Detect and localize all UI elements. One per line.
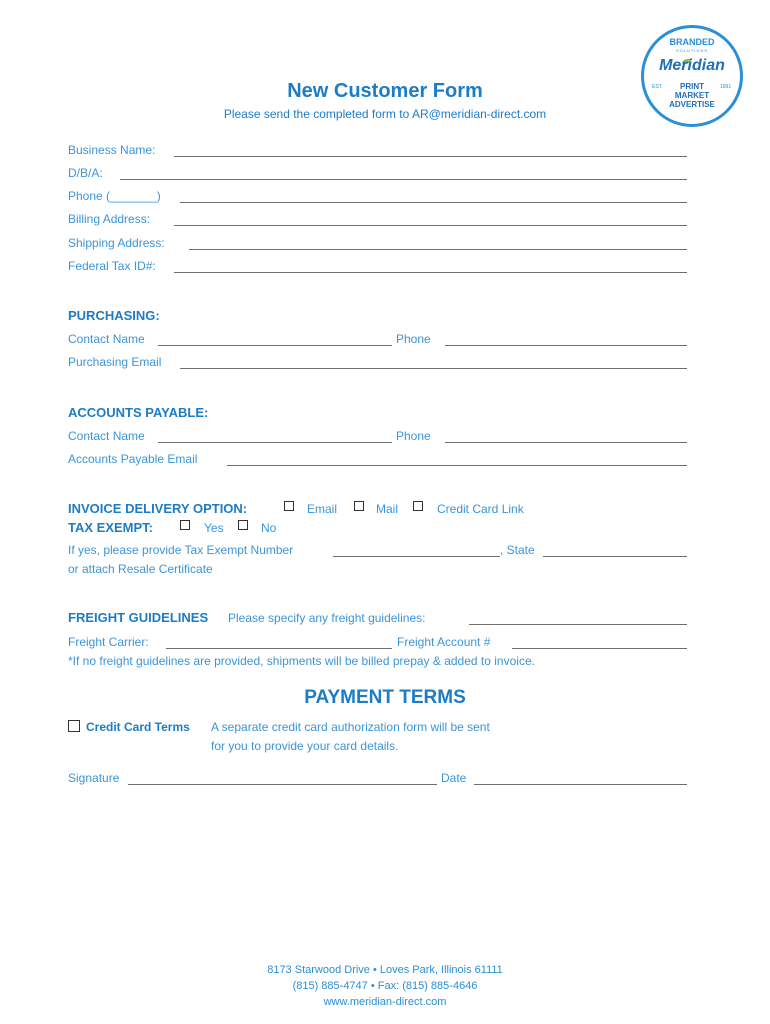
payable-contact-field[interactable] xyxy=(158,442,392,443)
mail-checkbox[interactable] xyxy=(354,501,364,511)
footer-phones: (815) 885-4747 • Fax: (815) 885-4646 xyxy=(292,980,478,992)
purchasing-phone-field[interactable] xyxy=(445,345,687,346)
shipping-address-field[interactable] xyxy=(189,249,687,250)
purchasing-phone-label: Phone xyxy=(396,332,431,346)
credit-card-desc-line2: for you to provide your card details. xyxy=(211,739,399,753)
tax-yes-checkbox[interactable] xyxy=(180,520,190,530)
credit-card-desc-line1: A separate credit card authorization form will be sent xyxy=(211,720,490,734)
freight-guidelines-heading: FREIGHT GUIDELINES xyxy=(68,610,209,625)
phone-label: Phone (_______) xyxy=(68,189,161,203)
business-name-label: Business Name: xyxy=(68,143,156,157)
payable-contact-label: Contact Name xyxy=(68,429,145,443)
credit-card-terms-checkbox[interactable] xyxy=(68,720,80,732)
freight-account-label: Freight Account # xyxy=(397,635,491,649)
billing-address-field[interactable] xyxy=(174,225,687,226)
tax-no-label: No xyxy=(261,521,277,535)
accounts-payable-heading: ACCOUNTS PAYABLE: xyxy=(68,405,209,420)
billing-address-label: Billing Address: xyxy=(68,212,151,226)
date-field[interactable] xyxy=(474,784,687,785)
tax-state-field[interactable] xyxy=(543,556,687,557)
tax-state-label: , State xyxy=(500,543,535,557)
logo-year: 1991 xyxy=(720,84,732,90)
purchasing-contact-field[interactable] xyxy=(158,345,392,346)
purchasing-heading: PURCHASING: xyxy=(68,308,160,323)
payable-email-label: Accounts Payable Email xyxy=(68,452,198,466)
phone-field[interactable] xyxy=(180,202,687,203)
purchasing-email-label: Purchasing Email xyxy=(68,355,162,369)
email-option-label: Email xyxy=(307,502,338,516)
purchasing-email-field[interactable] xyxy=(180,368,687,369)
logo-branded-text: BRANDED xyxy=(669,37,715,47)
page-subtitle: Please send the completed form to AR@meridian-direct.com xyxy=(223,107,547,121)
date-label: Date xyxy=(441,771,467,785)
tax-id-field[interactable] xyxy=(174,272,687,273)
invoice-delivery-heading: INVOICE DELIVERY OPTION: xyxy=(68,501,248,516)
logo-est: EST. xyxy=(652,84,663,90)
tax-exempt-number-label: If yes, please provide Tax Exempt Number xyxy=(68,543,294,557)
freight-guidelines-field[interactable] xyxy=(469,624,687,625)
credit-card-link-label: Credit Card Link xyxy=(437,502,524,516)
payable-phone-field[interactable] xyxy=(445,442,687,443)
freight-account-field[interactable] xyxy=(512,648,687,649)
credit-card-link-checkbox[interactable] xyxy=(413,501,423,511)
footer-address: 8173 Starwood Drive • Loves Park, Illinois 61111 xyxy=(267,964,503,976)
logo-word-market: MARKET xyxy=(674,91,710,100)
logo-word-print: PRINT xyxy=(680,82,704,91)
tax-exempt-heading: TAX EXEMPT: xyxy=(68,520,153,535)
signature-label: Signature xyxy=(68,771,120,785)
tax-yes-label: Yes xyxy=(204,521,224,535)
resale-certificate-label: or attach Resale Certificate xyxy=(68,562,213,576)
tax-no-checkbox[interactable] xyxy=(238,520,248,530)
page-title: New Customer Form xyxy=(287,80,483,102)
freight-carrier-field[interactable] xyxy=(166,648,392,649)
dba-field[interactable] xyxy=(120,179,687,180)
tax-exempt-number-field[interactable] xyxy=(333,556,500,557)
freight-note: *If no freight guidelines are provided, shipments will be billed prepay & added to invoice. xyxy=(68,654,535,668)
business-name-field[interactable] xyxy=(174,156,687,157)
footer-website[interactable]: www.meridian-direct.com xyxy=(323,996,447,1008)
mail-option-label: Mail xyxy=(376,502,399,516)
credit-card-terms-label: Credit Card Terms xyxy=(86,720,190,734)
shipping-address-label: Shipping Address: xyxy=(68,236,165,250)
payable-phone-label: Phone xyxy=(396,429,431,443)
tax-id-label: Federal Tax ID#: xyxy=(68,259,156,273)
signature-field[interactable] xyxy=(128,784,437,785)
dba-label: D/B/A: xyxy=(68,166,103,180)
freight-carrier-label: Freight Carrier: xyxy=(68,635,149,649)
email-checkbox[interactable] xyxy=(284,501,294,511)
logo-name: Meridian xyxy=(659,57,725,74)
purchasing-contact-label: Contact Name xyxy=(68,332,145,346)
logo-word-advertise: ADVERTISE xyxy=(669,100,715,109)
payment-terms-heading: PAYMENT TERMS xyxy=(304,687,466,708)
freight-specify-label: Please specify any freight guidelines: xyxy=(228,611,426,625)
logo-solutions-text: SOLUTIONS xyxy=(675,48,709,53)
payable-email-field[interactable] xyxy=(227,465,687,466)
